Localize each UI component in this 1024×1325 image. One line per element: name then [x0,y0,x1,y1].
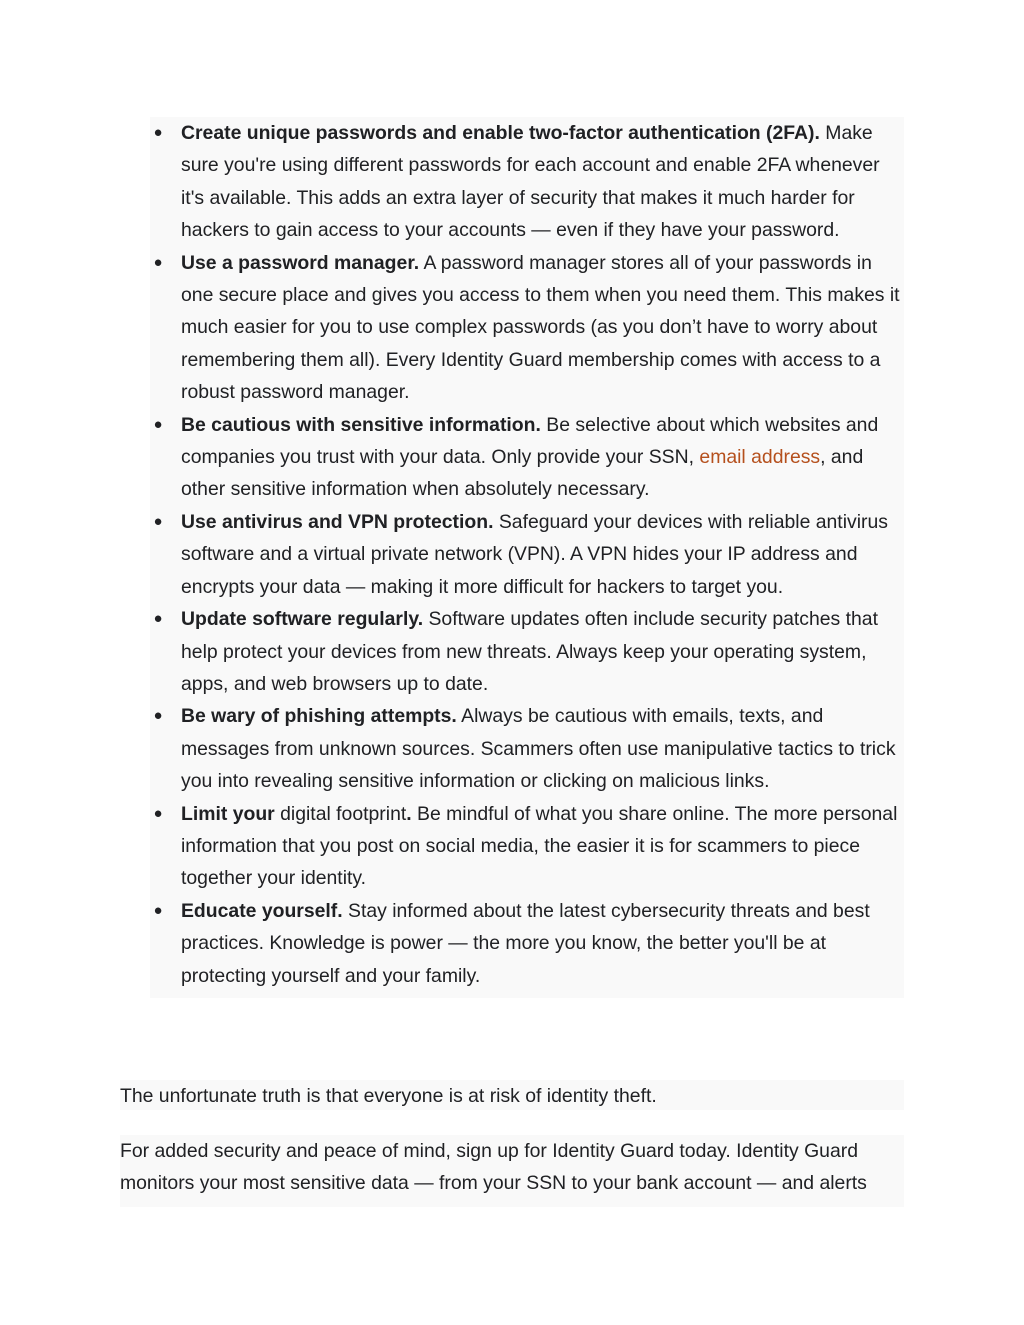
tip-text: A password manager stores all of your passwords in one secure place and gives you access to them when you need them. This makes it much easier for you to use complex passwords (as you don’t have to worry about remembering them all). Every Identity Guard membership comes with access to a robust password manager. [181,251,900,404]
bullet-icon: ● [153,124,163,141]
email-address-link[interactable]: email address [699,446,821,469]
bullet-icon: ● [153,253,163,271]
list-item [150,603,904,700]
risk-paragraph-block [120,1080,904,1110]
tip-heading: Use antivirus and VPN protection. [181,510,494,533]
risk-paragraph: The unfortunate truth is that everyone is at risk of identity theft. [120,1085,657,1107]
security-tips-block [150,117,904,998]
tip-text: Be mindful of what you share online. The more personal information that you post on social media, the easier it is for scammers to piece together your identity. [181,802,898,890]
list-item [150,117,904,247]
tip-text: Be selective about which websites and companies you trust with your data. Only provide your SSN, [181,413,879,469]
tip-text: Stay informed about the latest cybersecurity threats and best practices. Knowledge is power — the more you know, the better you'll be at protecting yourself and your family. [181,899,870,987]
list-item [150,506,904,603]
security-tips-list [150,117,904,992]
tip-text: Always be cautious with emails, texts, and messages from unknown sources. Scammers often use manipulative tactics to trick you into revealing sensitive information or clicking on malicious links. [181,705,896,793]
list-item [150,798,904,895]
tip-heading: Create unique passwords and enable two-factor authentication (2FA). [181,122,820,144]
bullet-icon: ● [153,707,163,725]
tip-text: Software updates often include security patches that help protect your devices from new threats. Always keep your operating system, apps, and web browsers up to date. [181,608,878,695]
list-item [150,247,904,409]
tip-text-end: , and other sensitive information when absolutely necessary. [181,446,864,501]
list-item [150,895,904,992]
bullet-icon: ● [153,901,163,919]
tip-heading-end: . [406,802,412,825]
tip-text: Make sure you're using different passwords for each account and enable 2FA whenever it's available. This adds an extra layer of security that makes it much harder for hackers to gain access to your accounts — even if they have your password. [181,122,880,242]
tip-heading: Limit your [181,802,275,825]
tip-heading: Be wary of phishing attempts. [181,705,457,728]
tip-text: Safeguard your devices with reliable antivirus software and a virtual private network (VPN). A VPN hides your IP address and encrypts your data — making it more difficult for hackers to target you. [181,510,888,598]
bullet-icon: ● [153,804,163,822]
bullet-icon: ● [153,610,163,628]
tip-heading: Use a password manager. [181,251,420,274]
signup-paragraph: For added security and peace of mind, sign up for Identity Guard today. Identity Guard monitors your most sensitive data — from your SSN to your bank account — and alerts [120,1140,867,1195]
tip-heading: Update software regularly. [181,608,424,631]
tip-heading-middle: digital footprint [274,802,407,825]
bullet-icon: ● [153,512,163,530]
bullet-icon: ● [153,415,163,433]
tip-heading: Educate yourself. [181,899,343,922]
list-item [150,409,904,506]
tip-heading: Be cautious with sensitive information. [181,413,541,436]
signup-paragraph-block [120,1135,904,1207]
list-item [150,700,904,797]
